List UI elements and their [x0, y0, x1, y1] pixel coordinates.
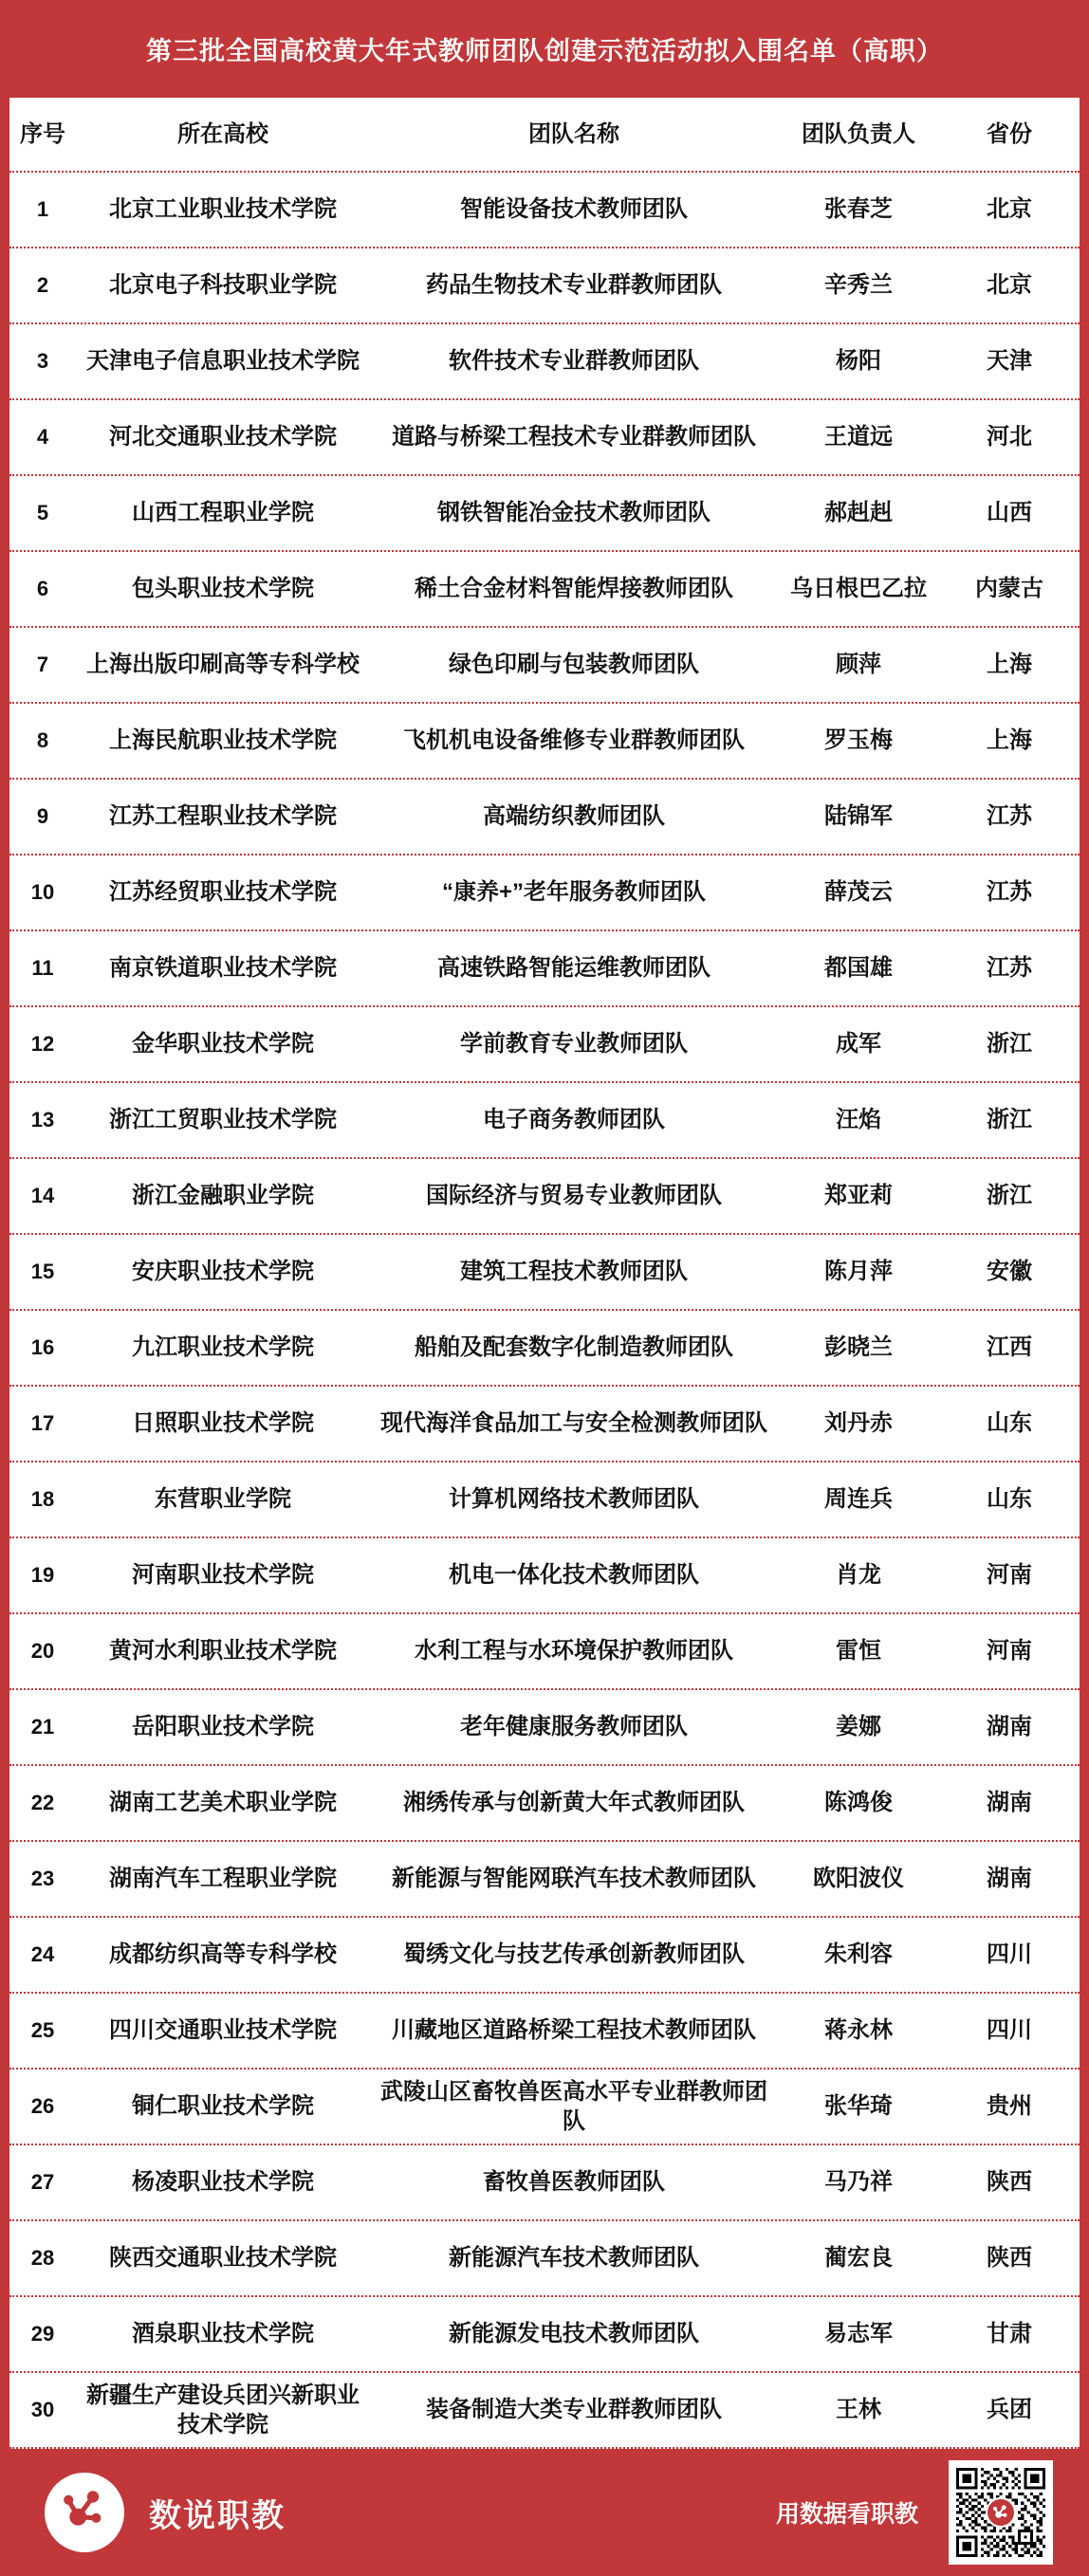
- header-cell-leader: 团队负责人: [802, 120, 915, 147]
- cell-team-name: 现代海洋食品加工与安全检测教师团队: [380, 1410, 767, 1437]
- cell-school: 新疆生产建设兵团兴新职业技术学院: [86, 2382, 360, 2438]
- cell-team-name: 钢铁智能冶金技术教师团队: [437, 500, 711, 526]
- cell-school: 杨凌职业技术学院: [132, 2169, 314, 2196]
- cell-team-name: 建筑工程技术教师团队: [460, 1259, 688, 1285]
- cell-province: 河北: [987, 424, 1032, 451]
- qr-center-molecule-icon: [986, 2497, 1016, 2528]
- cell-school: 河南职业技术学院: [132, 1562, 314, 1589]
- cell-index: 10: [30, 879, 55, 904]
- cell-school: 北京工业职业技术学院: [109, 196, 337, 223]
- cell-index: 13: [30, 1107, 55, 1132]
- cell-team-name: 川藏地区道路桥梁工程技术教师团队: [392, 2017, 756, 2044]
- cell-school: 陕西交通职业技术学院: [109, 2245, 337, 2272]
- cell-school: 黄河水利职业技术学院: [109, 1638, 337, 1665]
- cell-province: 浙江: [987, 1031, 1032, 1058]
- cell-index: 27: [30, 2169, 55, 2194]
- cell-index: 15: [30, 1259, 55, 1283]
- cell-province: 湖南: [987, 1714, 1032, 1740]
- cell-school: 河北交通职业技术学院: [109, 424, 337, 451]
- brand-logo: [45, 2473, 124, 2552]
- cell-team-name: 绿色印刷与包装教师团队: [449, 652, 699, 678]
- cell-index: 2: [36, 272, 49, 297]
- cell-school: 上海民航职业技术学院: [109, 727, 337, 754]
- cell-province: 甘肃: [987, 2321, 1032, 2347]
- cell-school: 湖南汽车工程职业学院: [109, 1866, 337, 1892]
- cell-school: 浙江工贸职业技术学院: [109, 1107, 337, 1133]
- cell-province: 贵州: [987, 2093, 1032, 2120]
- cell-school: 东营职业学院: [155, 1486, 291, 1513]
- cell-index: 23: [30, 1866, 55, 1890]
- cell-province: 兵团: [987, 2397, 1032, 2423]
- cell-leader: 罗玉梅: [824, 727, 893, 754]
- table-row: [9, 1235, 1080, 1311]
- page-title: 第三批全国高校黄大年式教师团队创建示范活动拟入围名单（高职）: [146, 37, 943, 65]
- cell-team-name: 学前教育专业教师团队: [460, 1031, 688, 1058]
- cell-team-name: 机电一体化技术教师团队: [449, 1562, 699, 1589]
- cell-leader: 郝赳赳: [824, 500, 893, 526]
- cell-leader: 马乃祥: [824, 2169, 893, 2196]
- table-row: [9, 2373, 1080, 2449]
- cell-index: 16: [30, 1334, 55, 1359]
- cell-team-name: 船舶及配套数字化制造教师团队: [415, 1334, 733, 1361]
- cell-province: 北京: [987, 196, 1032, 223]
- cell-team-name: 计算机网络技术教师团队: [449, 1486, 699, 1513]
- cell-index: 24: [30, 1941, 55, 1966]
- cell-index: 29: [30, 2321, 55, 2346]
- table-row: [9, 476, 1080, 552]
- table-row: [9, 1387, 1080, 1463]
- cell-team-name: 老年健康服务教师团队: [460, 1714, 688, 1740]
- cell-team-name: 药品生物技术专业群教师团队: [426, 272, 722, 299]
- cell-school: 九江职业技术学院: [132, 1334, 314, 1361]
- cell-team-name: 道路与桥梁工程技术专业群教师团队: [392, 424, 756, 451]
- cell-team-name: 国际经济与贸易专业教师团队: [426, 1183, 722, 1209]
- header-cell-province: 省份: [987, 120, 1032, 147]
- table-row: [9, 1842, 1080, 1918]
- cell-leader: 乌日根巴乙拉: [790, 576, 927, 602]
- table-row: [9, 2221, 1080, 2297]
- cell-province: 四川: [987, 2017, 1032, 2044]
- cell-province: 上海: [987, 727, 1032, 754]
- cell-leader: 陆锦军: [824, 803, 893, 830]
- qr-code: [949, 2460, 1053, 2565]
- table-row: [9, 2070, 1080, 2145]
- cell-school: 江苏工程职业技术学院: [109, 803, 337, 830]
- cell-team-name: 水利工程与水环境保护教师团队: [415, 1638, 733, 1665]
- cell-leader: 都国雄: [824, 955, 893, 982]
- cell-index: 22: [30, 1790, 55, 1814]
- cell-province: 陕西: [987, 2169, 1032, 2196]
- cell-school: 酒泉职业技术学院: [132, 2321, 314, 2347]
- cell-leader: 易志军: [824, 2321, 893, 2347]
- table-row: [9, 324, 1080, 400]
- table-row: [9, 1159, 1080, 1235]
- cell-province: 浙江: [987, 1107, 1032, 1133]
- cell-team-name: 新能源与智能网联汽车技术教师团队: [392, 1866, 756, 1892]
- cell-team-name: 高端纺织教师团队: [483, 803, 665, 830]
- cell-index: 30: [30, 2397, 55, 2421]
- table-row: [9, 248, 1080, 324]
- header-cell-school: 所在高校: [177, 120, 268, 147]
- cell-leader: 陈鸿俊: [824, 1790, 893, 1816]
- cell-school: 安庆职业技术学院: [132, 1259, 314, 1285]
- cell-leader: 顾萍: [836, 652, 881, 678]
- cell-leader: 薛茂云: [824, 879, 893, 906]
- cell-school: 金华职业技术学院: [132, 1031, 314, 1058]
- table-body: [9, 173, 1080, 2449]
- cell-index: 14: [30, 1183, 55, 1207]
- cell-index: 9: [36, 803, 49, 828]
- cell-province: 陕西: [987, 2245, 1032, 2272]
- table-row: [9, 1311, 1080, 1387]
- table-row: [9, 628, 1080, 704]
- cell-index: 17: [30, 1410, 55, 1435]
- table-row: [9, 1614, 1080, 1690]
- cell-province: 安徽: [987, 1259, 1032, 1285]
- cell-province: 江西: [987, 1334, 1032, 1361]
- cell-leader: 姜娜: [836, 1714, 881, 1740]
- cell-team-name: 新能源发电技术教师团队: [449, 2321, 699, 2347]
- cell-leader: 成军: [836, 1031, 881, 1058]
- cell-province: 山东: [987, 1410, 1032, 1437]
- cell-team-name: 新能源汽车技术教师团队: [449, 2245, 699, 2272]
- table-row: [9, 1766, 1080, 1842]
- cell-index: 6: [36, 576, 49, 600]
- cell-school: 上海出版印刷高等专科学校: [86, 652, 360, 678]
- cell-province: 浙江: [987, 1183, 1032, 1209]
- cell-index: 20: [30, 1638, 55, 1663]
- cell-team-name: 畜牧兽医教师团队: [483, 2169, 665, 2196]
- cell-province: 河南: [987, 1638, 1032, 1665]
- cell-index: 5: [36, 500, 49, 524]
- cell-leader: 蒋永林: [824, 2017, 893, 2044]
- cell-province: 江苏: [987, 955, 1032, 982]
- cell-leader: 欧阳波仪: [813, 1866, 904, 1892]
- cell-school: 成都纺织高等专科学校: [109, 1941, 337, 1968]
- table-row: [9, 1007, 1080, 1083]
- cell-index: 8: [36, 727, 49, 752]
- molecule-share-icon: [58, 2484, 111, 2542]
- cell-team-name: 软件技术专业群教师团队: [449, 348, 699, 375]
- table-row: [9, 552, 1080, 628]
- cell-leader: 朱利容: [824, 1941, 893, 1968]
- table-row: [9, 1690, 1080, 1766]
- cell-province: 四川: [987, 1941, 1032, 1968]
- table-row: [9, 173, 1080, 248]
- cell-school: 铜仁职业技术学院: [132, 2093, 314, 2120]
- cell-leader: 张春芝: [824, 196, 893, 223]
- cell-team-name: 电子商务教师团队: [483, 1107, 665, 1133]
- table-row: [9, 1538, 1080, 1614]
- cell-leader: 张华琦: [824, 2093, 893, 2120]
- cell-leader: 陈月萍: [824, 1259, 893, 1285]
- cell-team-name: 湘绣传承与创新黄大年式教师团队: [403, 1790, 745, 1816]
- cell-index: 7: [36, 652, 49, 676]
- cell-leader: 辛秀兰: [824, 272, 893, 299]
- cell-index: 21: [30, 1714, 55, 1739]
- cell-province: 上海: [987, 652, 1032, 678]
- table-row: [9, 856, 1080, 931]
- cell-school: 北京电子科技职业学院: [109, 272, 337, 299]
- cell-team-name: “康养+”老年服务教师团队: [441, 879, 706, 906]
- cell-leader: 肖龙: [836, 1562, 881, 1589]
- cell-index: 3: [36, 348, 49, 373]
- cell-province: 天津: [987, 348, 1032, 375]
- cell-school: 山西工程职业学院: [132, 500, 314, 526]
- cell-province: 江苏: [987, 803, 1032, 830]
- cell-province: 内蒙古: [975, 576, 1043, 602]
- table-row: [9, 1463, 1080, 1538]
- cell-index: 26: [30, 2093, 55, 2118]
- cell-team-name: 稀土合金材料智能焊接教师团队: [415, 576, 733, 602]
- cell-index: 25: [30, 2017, 55, 2042]
- cell-leader: 雷恒: [836, 1638, 881, 1665]
- cell-index: 19: [30, 1562, 55, 1587]
- title-banner: [0, 0, 1089, 98]
- table-header-row: [9, 98, 1080, 173]
- cell-index: 1: [36, 196, 49, 221]
- brand-name: 数说职教: [149, 2497, 286, 2534]
- cell-school: 江苏经贸职业技术学院: [109, 879, 337, 906]
- table-row: [9, 400, 1080, 476]
- cell-leader: 郑亚莉: [824, 1183, 893, 1209]
- cell-school: 天津电子信息职业技术学院: [86, 348, 360, 375]
- cell-school: 日照职业技术学院: [132, 1410, 314, 1437]
- cell-team-name: 飞机机电设备维修专业群教师团队: [403, 727, 745, 754]
- cell-index: 4: [36, 424, 49, 449]
- footer-slogan: 用数据看职教: [775, 2501, 918, 2528]
- cell-province: 山东: [987, 1486, 1032, 1513]
- cell-school: 包头职业技术学院: [132, 576, 314, 602]
- cell-team-name: 智能设备技术教师团队: [460, 196, 688, 223]
- cell-school: 湖南工艺美术职业学院: [109, 1790, 337, 1816]
- header-cell-team: 团队名称: [528, 120, 619, 147]
- cell-leader: 彭晓兰: [824, 1334, 893, 1361]
- cell-team-name: 蜀绣文化与技艺传承创新教师团队: [403, 1941, 745, 1968]
- cell-index: 12: [30, 1031, 55, 1056]
- cell-index: 28: [30, 2245, 55, 2270]
- cell-school: 岳阳职业技术学院: [132, 1714, 314, 1740]
- cell-team-name: 武陵山区畜牧兽医高水平专业群教师团队: [380, 2078, 767, 2134]
- cell-school: 南京铁道职业技术学院: [109, 955, 337, 982]
- cell-index: 18: [30, 1486, 55, 1511]
- table-row: [9, 931, 1080, 1007]
- cell-leader: 王道远: [824, 424, 893, 451]
- footer-banner: [0, 2449, 1089, 2576]
- cell-province: 山西: [987, 500, 1032, 526]
- cell-province: 湖南: [987, 1790, 1032, 1816]
- header-cell-index: 序号: [20, 120, 65, 147]
- cell-team-name: 装备制造大类专业群教师团队: [426, 2397, 722, 2423]
- table-row: [9, 780, 1080, 856]
- cell-team-name: 高速铁路智能运维教师团队: [437, 955, 711, 982]
- table-row: [9, 2297, 1080, 2373]
- cell-province: 江苏: [987, 879, 1032, 906]
- cell-leader: 杨阳: [836, 348, 881, 375]
- cell-leader: 刘丹赤: [824, 1410, 893, 1437]
- shortlist-table: [9, 98, 1080, 2449]
- cell-province: 河南: [987, 1562, 1032, 1589]
- cell-index: 11: [31, 955, 54, 980]
- cell-leader: 汪焰: [836, 1107, 881, 1133]
- table-row: [9, 1918, 1080, 1994]
- cell-school: 四川交通职业技术学院: [109, 2017, 337, 2044]
- table-row: [9, 704, 1080, 780]
- table-row: [9, 1083, 1080, 1159]
- cell-leader: 蔺宏良: [824, 2245, 893, 2272]
- cell-leader: 王林: [836, 2397, 881, 2423]
- table-row: [9, 1994, 1080, 2070]
- table-row: [9, 2145, 1080, 2221]
- cell-province: 湖南: [987, 1866, 1032, 1892]
- cell-school: 浙江金融职业学院: [132, 1183, 314, 1209]
- cell-leader: 周连兵: [824, 1486, 893, 1513]
- cell-province: 北京: [987, 272, 1032, 299]
